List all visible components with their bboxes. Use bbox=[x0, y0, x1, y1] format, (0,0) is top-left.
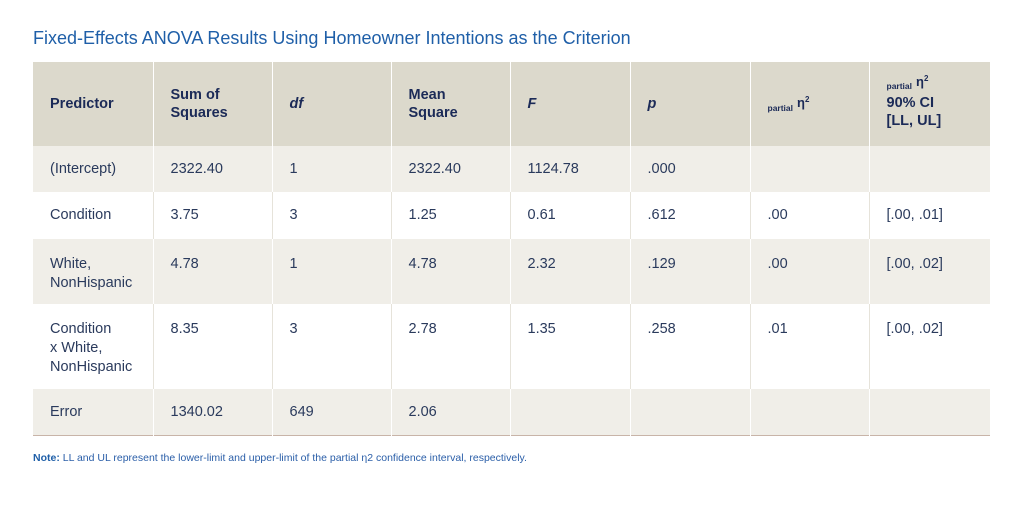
table-row bbox=[33, 146, 990, 192]
squared-superscript: 2 bbox=[805, 95, 810, 104]
header-mean-square-text: Mean Square bbox=[408, 87, 458, 121]
cell-df: 649 bbox=[272, 389, 391, 435]
cell-p: .612 bbox=[630, 192, 750, 239]
cell-ci bbox=[869, 389, 990, 435]
eta-symbol: η bbox=[797, 95, 805, 110]
cell-ms: 1.25 bbox=[391, 192, 510, 239]
cell-eta: .00 bbox=[750, 192, 869, 239]
table-header-row bbox=[33, 62, 990, 146]
table-row bbox=[33, 304, 990, 389]
partial-prefix: partial bbox=[767, 103, 794, 113]
header-sum-of-squares-text: Sum of Squares bbox=[170, 87, 228, 121]
table-row bbox=[33, 389, 990, 435]
table-note bbox=[33, 452, 527, 464]
note-label: Note: bbox=[33, 452, 60, 464]
header-ci-label: 90% CI bbox=[886, 95, 935, 111]
cell-df: 1 bbox=[272, 146, 391, 192]
cell-ss: 8.35 bbox=[153, 304, 272, 389]
table-row bbox=[33, 192, 990, 239]
ci-partial-prefix: partial bbox=[886, 81, 913, 91]
cell-ms: 2322.40 bbox=[391, 146, 510, 192]
cell-p: .258 bbox=[630, 304, 750, 389]
cell-df: 1 bbox=[272, 239, 391, 304]
header-sum-of-squares bbox=[153, 62, 272, 146]
header-ci-eta-line bbox=[886, 74, 991, 94]
cell-p: .000 bbox=[630, 146, 750, 192]
cell-predictor: (Intercept) bbox=[33, 146, 153, 192]
table-row bbox=[33, 239, 990, 304]
header-partial-eta-squared bbox=[750, 62, 869, 146]
cell-ci: [.00, .02] bbox=[886, 256, 943, 272]
cell-predictor-line: NonHispanic bbox=[50, 359, 133, 375]
cell-predictor bbox=[33, 239, 153, 304]
cell-ms: 2.78 bbox=[391, 304, 510, 389]
cell-df: 3 bbox=[272, 304, 391, 389]
cell-predictor bbox=[33, 304, 153, 389]
cell-predictor-line: White, bbox=[50, 256, 92, 272]
header-f: F bbox=[510, 62, 630, 146]
cell-predictor-line: NonHispanic bbox=[50, 275, 133, 291]
cell-ss: 4.78 bbox=[153, 239, 272, 304]
header-ci bbox=[869, 62, 990, 146]
header-df: df bbox=[272, 62, 391, 146]
cell-predictor-line: Condition bbox=[50, 321, 112, 337]
cell-p bbox=[630, 389, 750, 435]
cell-ms: 2.06 bbox=[391, 389, 510, 435]
cell-ss: 2322.40 bbox=[153, 146, 272, 192]
cell-ss: 1340.02 bbox=[153, 389, 272, 435]
cell-eta: .00 bbox=[750, 239, 869, 304]
cell-f: 1.35 bbox=[510, 304, 630, 389]
header-ci-bounds: [LL, UL] bbox=[886, 113, 942, 129]
cell-predictor: Condition bbox=[33, 192, 153, 239]
header-mean-square bbox=[391, 62, 510, 146]
cell-predictor-line: x White, bbox=[50, 340, 103, 356]
cell-ms: 4.78 bbox=[391, 239, 510, 304]
cell-eta bbox=[750, 389, 869, 435]
cell-ss: 3.75 bbox=[153, 192, 272, 239]
header-p: p bbox=[630, 62, 750, 146]
cell-eta: .01 bbox=[750, 304, 869, 389]
cell-ci: [.00, .01] bbox=[886, 207, 943, 223]
cell-p: .129 bbox=[630, 239, 750, 304]
cell-predictor: Error bbox=[33, 389, 153, 435]
cell-ci bbox=[869, 146, 990, 192]
cell-eta bbox=[750, 146, 869, 192]
cell-df: 3 bbox=[272, 192, 391, 239]
cell-f: 1124.78 bbox=[510, 146, 630, 192]
anova-table bbox=[33, 62, 990, 436]
cell-f bbox=[510, 389, 630, 435]
cell-f: 0.61 bbox=[510, 192, 630, 239]
ci-eta-symbol: η bbox=[916, 74, 924, 89]
note-text: LL and UL represent the lower-limit and upper-limit of the partial η2 confidence interval, respectively. bbox=[59, 452, 527, 464]
cell-ci: [.00, .02] bbox=[886, 321, 943, 337]
table-title: Fixed-Effects ANOVA Results Using Homeowner Intentions as the Criterion bbox=[33, 28, 631, 48]
cell-f: 2.32 bbox=[510, 239, 630, 304]
header-predictor: Predictor bbox=[33, 62, 153, 146]
ci-squared-superscript: 2 bbox=[924, 74, 929, 83]
